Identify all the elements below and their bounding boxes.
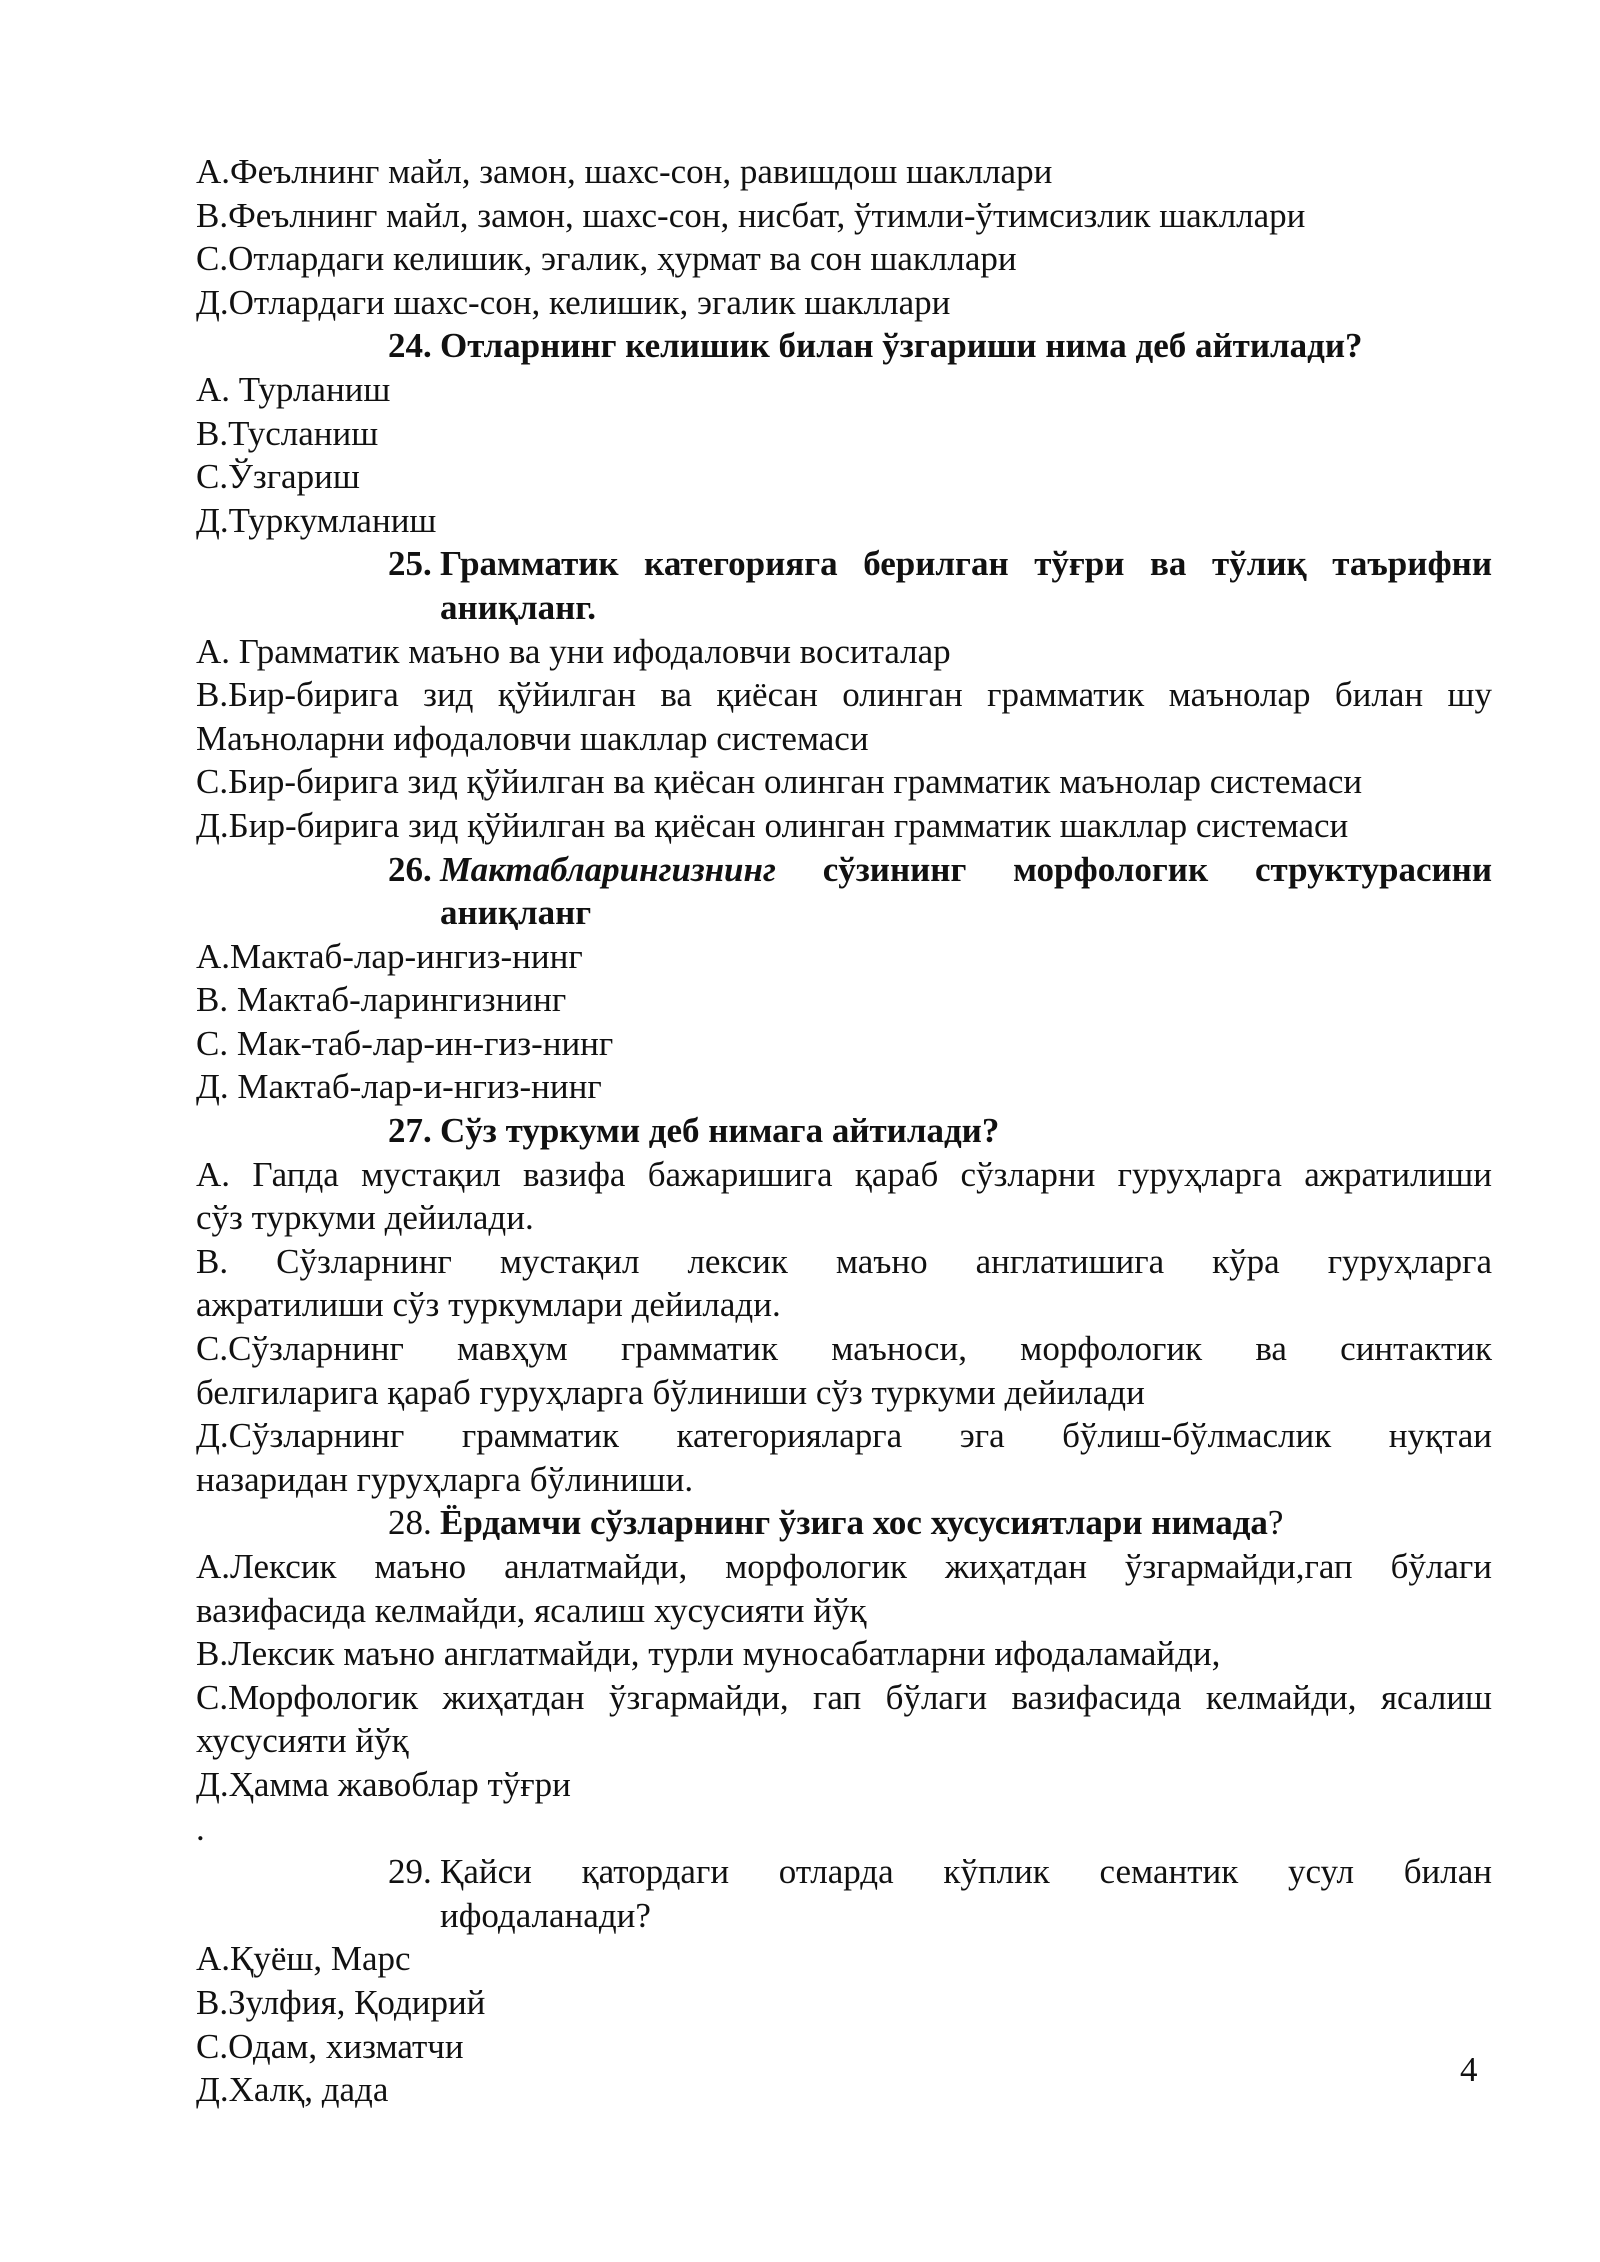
question-number: 24. xyxy=(388,326,432,366)
question-24 xyxy=(196,324,1492,368)
q27-option-c-line-1: С.Сўзларнинг мавҳум грамматик маъноси, морфологик ва синтактик xyxy=(196,1329,1492,1369)
question-mark: ? xyxy=(1267,1503,1284,1543)
q24-option-c: С.Ўзгариш xyxy=(196,457,360,497)
question-text-line-2: аниқланг. xyxy=(440,587,596,627)
question-28 xyxy=(196,1501,1492,1545)
q25-option-b-line-2: Маъноларни ифодаловчи шакллар системаси xyxy=(196,718,869,758)
q23-option-c: С.Отлардаги келишик, эгалик, ҳурмат ва сон шакллари xyxy=(196,239,1017,279)
question-text-rest: сўзининг морфологик структурасини xyxy=(775,849,1492,889)
question-26 xyxy=(196,848,1492,935)
question-number: 29. xyxy=(388,1852,432,1892)
q28-option-a-line-2: вазифасида келмайди, ясалиш хусусияти йўқ xyxy=(196,1590,867,1630)
q29-option-c: С.Одам, хизматчи xyxy=(196,2026,464,2066)
q28-option-c-line-2: хусусияти йўқ xyxy=(196,1721,409,1761)
question-number: 27. xyxy=(388,1111,432,1151)
q24-option-d: Д.Туркумланиш xyxy=(196,500,437,540)
document-page xyxy=(196,150,1492,2112)
question-25 xyxy=(196,542,1492,629)
page-number: 4 xyxy=(1460,2050,1478,2089)
q25-option-b-line-1: В.Бир-бирига зид қўйилган ва қиёсан олинган грамматик маънолар билан шу xyxy=(196,675,1492,715)
question-text-line-2: ифодаланади? xyxy=(440,1895,651,1935)
q26-option-a: А.Мактаб-лар-ингиз-нинг xyxy=(196,936,583,976)
q24-option-b: В.Тусланиш xyxy=(196,413,379,453)
question-text-line-1: Қайси қатордаги отларда кўплик семантик усул билан xyxy=(440,1852,1492,1892)
question-text-line-1 xyxy=(440,848,1492,892)
question-27 xyxy=(196,1109,1492,1153)
q23-option-a: А.Феълнинг майл, замон, шахс-сон, равишдош шакллари xyxy=(196,152,1053,191)
q27-option-b-line-1: В. Сўзларнинг мустақил лексик маъно англатишига кўра гуруҳларга xyxy=(196,1241,1492,1281)
q27-option-c-line-2: белгиларига қараб гуруҳларга бўлиниши сўз туркуми дейилади xyxy=(196,1372,1145,1412)
question-29 xyxy=(196,1850,1492,1937)
question-number: 26. xyxy=(388,849,432,889)
q28-option-a-line-1: А.Лексик маъно анлатмайди, морфологик жиҳатдан ўзгармайди,гап бўлаги xyxy=(196,1547,1492,1586)
question-number: 25. xyxy=(388,544,432,584)
question-text xyxy=(440,1501,1492,1545)
q27-option-a-line-2: сўз туркуми дейилади. xyxy=(196,1198,534,1238)
q23-option-b: В.Феълнинг майл, замон, шахс-сон, нисбат, ўтимли-ўтимсизлик шакллари xyxy=(196,195,1306,235)
question-text-line-1: Грамматик категорияга берилган тўғри ва тўлиқ таърифни xyxy=(440,544,1492,584)
question-word-italic: Мактабларингизнинг xyxy=(440,849,776,889)
question-text xyxy=(440,1850,1492,1937)
question-text: Сўз туркуми деб нимага айтилади? xyxy=(440,1111,1000,1151)
q27-option-d-line-1: Д.Сўзларнинг грамматик категорияларга эга бўлиш-бўлмаслик нуқтаи xyxy=(196,1416,1492,1456)
q25-option-c: С.Бир-бирига зид қўйилган ва қиёсан олинган грамматик маънолар системаси xyxy=(196,762,1363,802)
q28-option-b: В.Лексик маъно англатмайди, турли муносабатларни ифодаламайди, xyxy=(196,1634,1221,1674)
q26-option-b: В. Мактаб-ларингизнинг xyxy=(196,980,567,1020)
q25-option-d: Д.Бир-бирига зид қўйилган ва қиёсан олинган грамматик шакллар системаси xyxy=(196,805,1349,845)
q29-option-b: В.Зулфия, Қодирий xyxy=(196,1982,486,2022)
question-number: 28. xyxy=(388,1503,432,1543)
q28-option-d: Д.Ҳамма жавоблар тўғри xyxy=(196,1764,571,1804)
question-text xyxy=(440,542,1492,629)
q26-option-c: С. Мак-таб-лар-ин-гиз-нинг xyxy=(196,1023,614,1063)
q26-option-d: Д. Мактаб-лар-и-нгиз-нинг xyxy=(196,1067,602,1107)
q25-option-a: А. Грамматик маъно ва уни ифодаловчи воситалар xyxy=(196,631,951,671)
stray-dot: . xyxy=(196,1808,205,1848)
question-text: Отларнинг келишик билан ўзгариши нима деб айтилади? xyxy=(440,326,1363,366)
q29-option-a: А.Қуёш, Марс xyxy=(196,1939,411,1979)
question-text xyxy=(440,848,1492,935)
q27-option-d-line-2: назаридан гуруҳларга бўлиниши. xyxy=(196,1459,694,1499)
question-text-line-2: аниқланг xyxy=(440,893,592,933)
q27-option-b-line-2: ажратилиши сўз туркумлари дейилади. xyxy=(196,1285,781,1325)
q23-option-d: Д.Отлардаги шахс-сон, келишик, эгалик шакллари xyxy=(196,282,951,322)
q24-option-a: А. Турланиш xyxy=(196,369,391,409)
q28-option-c-line-1: С.Морфологик жиҳатдан ўзгармайди, гап бўлаги вазифасида келмайди, ясалиш xyxy=(196,1677,1492,1717)
q29-option-d: Д.Халқ, дада xyxy=(196,2070,389,2110)
question-text-bold: Ёрдамчи сўзларнинг ўзига хос хусусиятлари нимада xyxy=(440,1503,1268,1543)
q27-option-a-line-1: А. Гапда мустақил вазифа бажаришига қараб сўзларни гуруҳларга ажратилиши xyxy=(196,1154,1492,1194)
